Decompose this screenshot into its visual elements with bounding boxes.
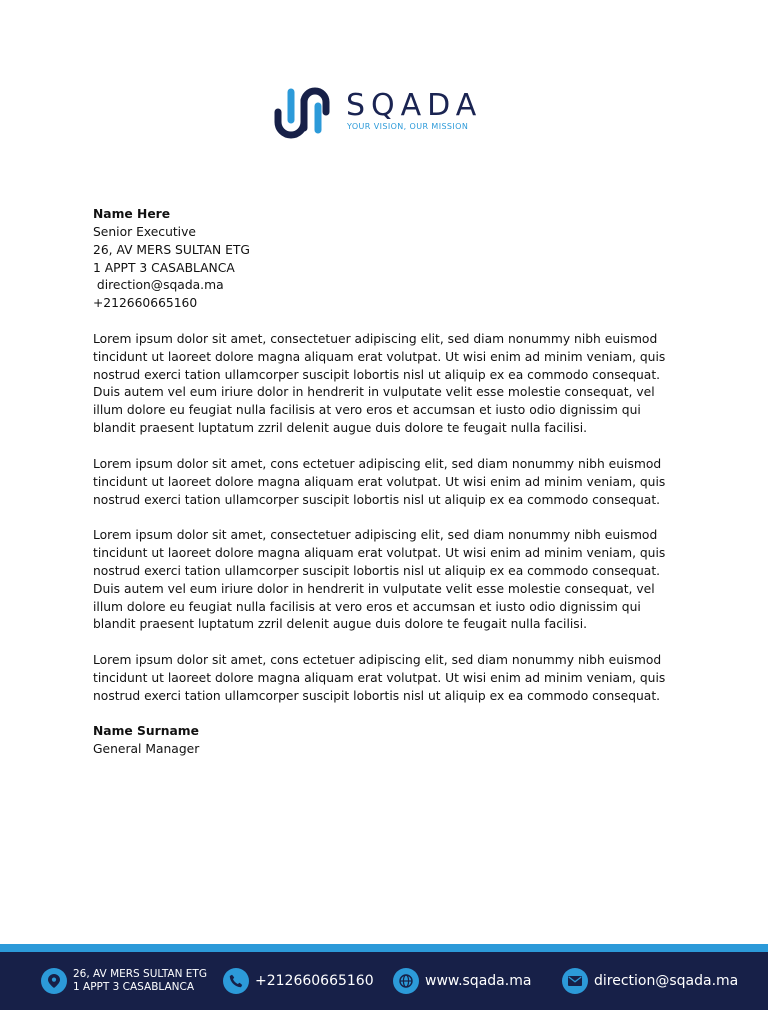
sender-address-line2: 1 APPT 3 CASABLANCA [93, 260, 235, 275]
signature-title: General Manager [93, 742, 200, 757]
globe-icon [393, 968, 419, 994]
brand-tagline: YOUR VISION, OUR MISSION [347, 122, 469, 131]
footer-email[interactable] [562, 952, 738, 1010]
footer-phone-text: +212660665160 [255, 973, 374, 989]
footer-phone [223, 952, 374, 1010]
company-logo [272, 86, 502, 142]
signature-name: Name Surname [93, 724, 199, 739]
sender-title: Senior Executive [93, 224, 196, 239]
sender-phone: +212660665160 [93, 296, 198, 311]
sender-block [93, 206, 683, 313]
footer-accent-stripe [0, 944, 768, 952]
location-pin-icon [41, 968, 67, 994]
footer-email-link[interactable]: direction@sqada.ma [594, 973, 739, 989]
envelope-icon [562, 968, 588, 994]
footer-address-line2: 1 APPT 3 CASABLANCA [73, 981, 195, 993]
sqada-logo-mark-icon [272, 86, 336, 142]
body-paragraph-2: Lorem ipsum dolor sit amet, cons ectetuer adipiscing elit, sed diam nonummy nibh euismod tincidunt ut laoreet dolore magna aliquam erat volutpat. Ut wisi enim ad minim veniam, quis nostrud exerci tation ullamcorper suscipit lobortis nisl ut aliquip ex ea commodo consequat. [93, 456, 666, 507]
footer-address [41, 952, 207, 1010]
footer-website-link[interactable]: www.sqada.ma [425, 973, 532, 989]
footer-website[interactable] [393, 952, 531, 1010]
phone-icon [223, 968, 249, 994]
body-paragraph-4: Lorem ipsum dolor sit amet, cons ectetuer adipiscing elit, sed diam nonummy nibh euismod tincidunt ut laoreet dolore magna aliquam erat volutpat. Ut wisi enim ad minim veniam, quis nostrud exerci tation ullamcorper suscipit lobortis nisl ut aliquip ex ea commodo consequat. [93, 653, 666, 703]
footer-bar [0, 952, 768, 1010]
signature-block [93, 723, 683, 759]
sender-name: Name Here [93, 207, 171, 221]
brand-name: SQADA [346, 88, 483, 123]
body-paragraph-1: Lorem ipsum dolor sit amet, consectetuer adipiscing elit, sed diam nonummy nibh euismod tincidunt ut laoreet dolore magna aliquam erat volutpat. Ut wisi enim ad minim veniam, quis nostrud exerci tation ullamcorper suscipit lobortis nisl ut aliquip ex ea commodo consequat. Duis autem vel eum iriure dolor in hendrerit in vulputate velit esse molestie consequat, vel illum dolore eu feugiat nulla facilisis at vero eros et accumsan et iusto odio dignissim qui blandit praesent luptatum zzril delenit augue duis dolore te feugait nulla facilisi. [93, 331, 666, 436]
body-paragraph-3: Lorem ipsum dolor sit amet, consectetuer adipiscing elit, sed diam nonummy nibh euismod tincidunt ut laoreet dolore magna aliquam erat volutpat. Ut wisi enim ad minim veniam, quis nostrud exerci tation ullamcorper suscipit lobortis nisl ut aliquip ex ea commodo consequat. Duis autem vel eum iriure dolor in hendrerit in vulputate velit esse molestie consequat, vel illum dolore eu feugiat nulla facilisis at vero eros et accumsan et iusto odio dignissim qui blandit praesent luptatum zzril delenit augue duis dolore te feugait nulla facilisi. [93, 528, 666, 632]
sender-address-line1: 26, AV MERS SULTAN ETG [93, 242, 250, 257]
sender-email: direction@sqada.ma [93, 278, 224, 293]
footer-address-line1: 26, AV MERS SULTAN ETG [73, 968, 207, 980]
letter-body [93, 206, 683, 759]
